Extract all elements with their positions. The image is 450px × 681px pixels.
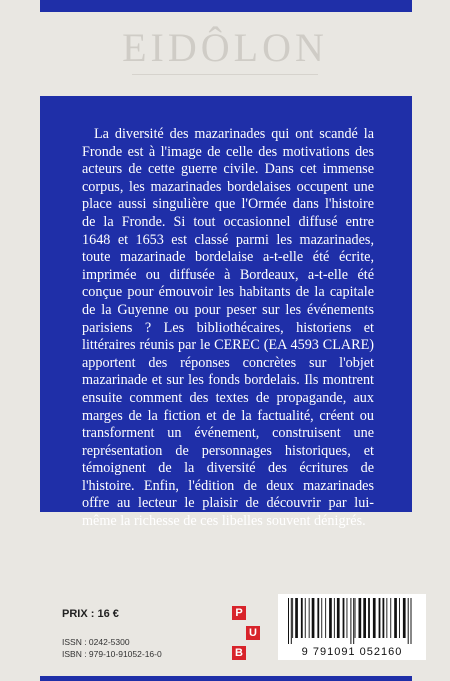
logo-letter-u: U — [246, 626, 260, 640]
price-label: PRIX : 16 € — [62, 608, 119, 620]
top-blue-bar — [40, 0, 412, 12]
publisher-logo — [232, 606, 260, 660]
series-title: EIDÔLON — [122, 25, 328, 70]
isbn-label: ISBN : 979-10-91052-16-0 — [62, 649, 162, 659]
series-divider — [132, 74, 318, 75]
barcode-bars — [288, 598, 416, 644]
back-cover-blurb: La diversité des mazarinades qui ont scandé la Fronde est à l'image de celle des motivations des acteurs de cette guerre civile. Dans cet immense corpus, les mazarinades bordelaises occupent une place aussi singulière que l'Ormée dans l'histoire de la Fronde. Si tout occasionnel diffusé entre 1648 et 1653 est classé parmi les mazarinades, toute mazarinade bordelaise a-t-elle été écrite, imprimée ou diffusée à Bordeaux, a-t-elle été conçue pour émouvoir les habitants de la capitale de la Guyenne ou pour peser sur les événements parisiens ? Les bibliothécaires, historiens et littéraires réunis par le CEREC (EA 4593 CLARE) apportent des réponses concrètes sur l'objet mazarinade et sur les fonds bordelais. Ils montrent ensuite comment des textes de propagande, aux marges de la fiction et de la factualité, créent ou transforment un événement, construisent une représentation de personnages historiques, et témoignent de la diversité des écritures de l'histoire. Enfin, l'édition de deux mazarinades offre au lecteur le plaisir de découvrir par lui-même la richesse de ces libelles souvent dénigrés. — [82, 126, 374, 530]
barcode-digits: 9 791091 052160 — [301, 646, 403, 658]
logo-letter-p: P — [232, 606, 246, 620]
logo-letter-b: B — [232, 646, 246, 660]
isbn-barcode — [278, 594, 426, 660]
bottom-blue-bar — [40, 676, 412, 681]
issn-label: ISSN : 0242-5300 — [62, 637, 130, 647]
